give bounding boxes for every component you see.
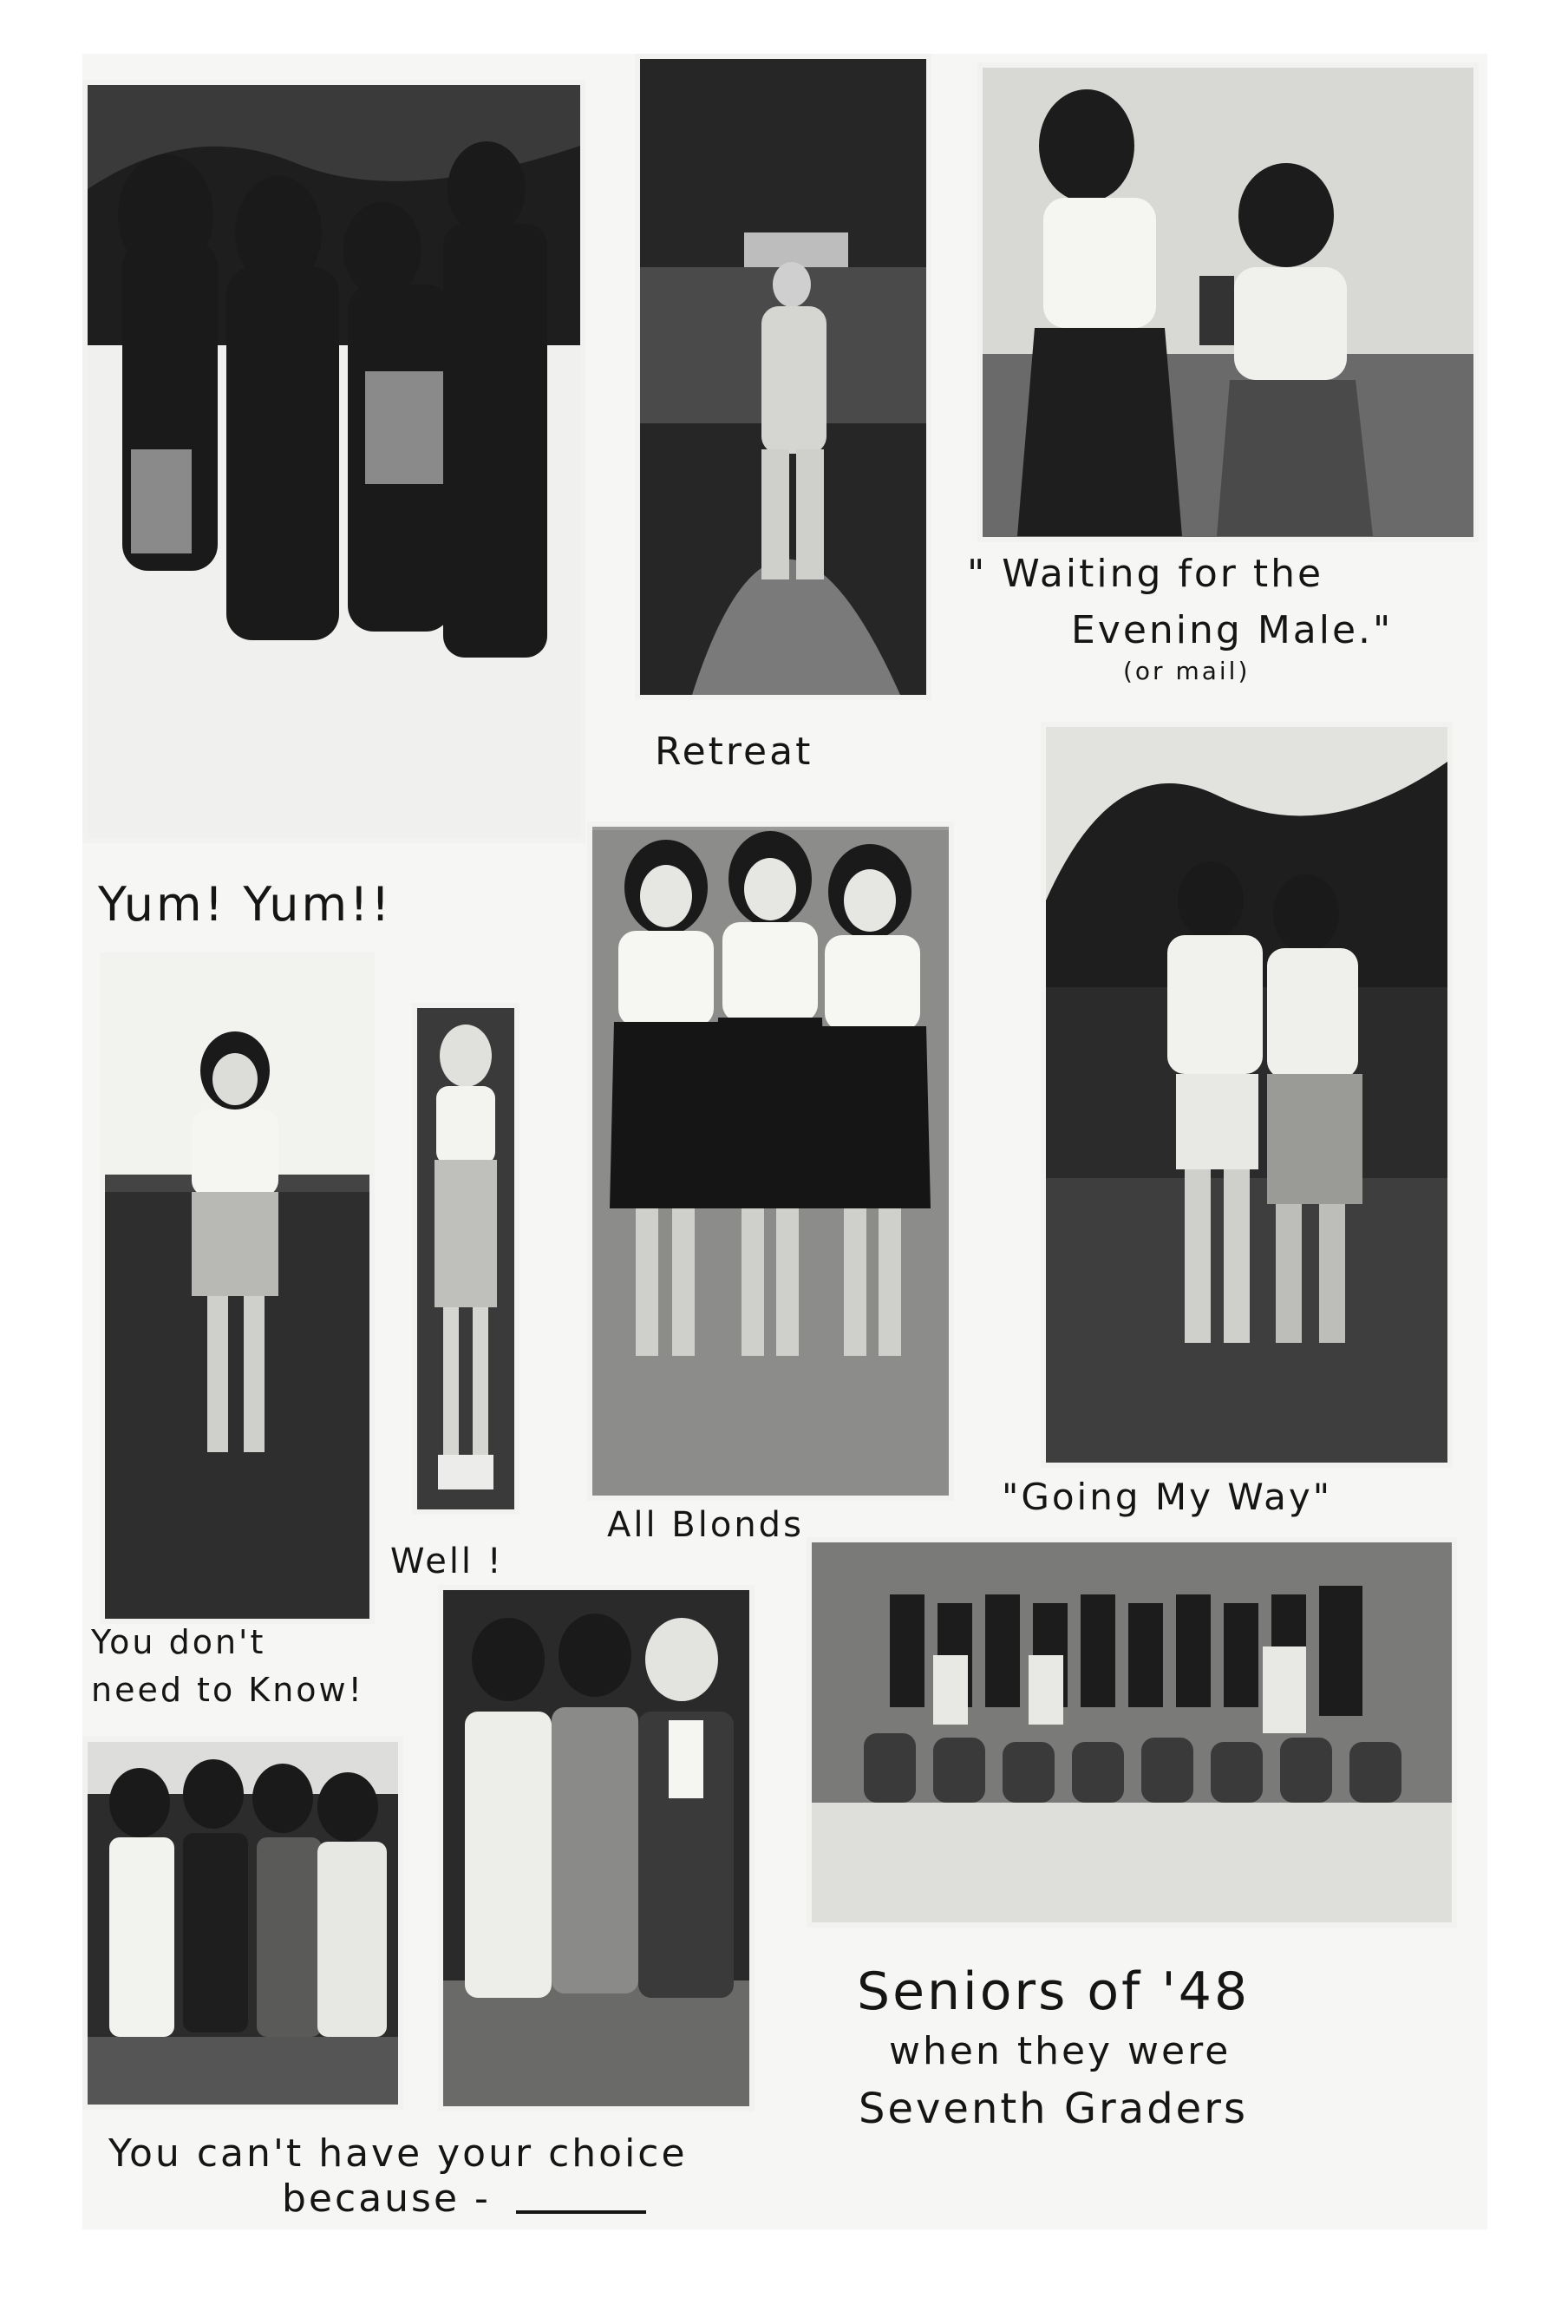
photo-choice-three	[438, 1585, 755, 2111]
photo-seniors-class	[807, 1537, 1457, 1928]
photo-yum-group	[82, 80, 585, 843]
caption-well: Well !	[390, 1542, 504, 1581]
photo-waiting	[977, 62, 1479, 542]
caption-seniors-line1: Seniors of '48	[857, 1961, 1251, 2022]
caption-dont-know-line1: You don't	[91, 1623, 266, 1661]
photo-all-blonds	[587, 822, 954, 1501]
photo-dont-know	[100, 953, 375, 1624]
photo-choice-four	[82, 1737, 403, 2110]
photo-all-blonds-scene	[592, 827, 949, 1496]
caption-dont-know-line2: need to Know!	[91, 1671, 364, 1709]
caption-waiting-line2: Evening Male."	[1071, 608, 1394, 652]
yearbook-page	[82, 54, 1487, 2229]
photo-going-my-way	[1041, 722, 1453, 1468]
photo-yum-scene	[88, 85, 580, 838]
photo-retreat-scene	[640, 59, 926, 695]
photo-choice-three-scene	[443, 1590, 749, 2106]
caption-going-my-way: "Going My Way"	[1002, 1476, 1333, 1518]
photo-well	[412, 1003, 519, 1515]
caption-seniors-line2: when they were	[889, 2029, 1232, 2073]
photo-dont-know-scene	[105, 958, 369, 1619]
caption-seniors-line3: Seventh Graders	[859, 2085, 1248, 2133]
photo-waiting-scene	[983, 68, 1473, 537]
caption-waiting-line1: " Waiting for the	[967, 552, 1324, 596]
photo-seniors-class-scene	[812, 1542, 1452, 1922]
caption-retreat: Retreat	[655, 730, 813, 774]
photo-choice-four-scene	[88, 1742, 398, 2105]
caption-choice-line1: You can't have your choice	[108, 2131, 688, 2176]
caption-all-blonds: All Blonds	[607, 1505, 804, 1545]
photo-well-scene	[417, 1008, 514, 1509]
caption-waiting-line3: (or mail)	[1123, 657, 1251, 685]
caption-choice-line2: because -	[282, 2177, 491, 2221]
caption-yum: Yum! Yum!!	[98, 877, 393, 932]
photo-retreat	[635, 54, 931, 700]
photo-going-my-way-scene	[1046, 727, 1447, 1463]
choice-underline	[516, 2210, 646, 2214]
